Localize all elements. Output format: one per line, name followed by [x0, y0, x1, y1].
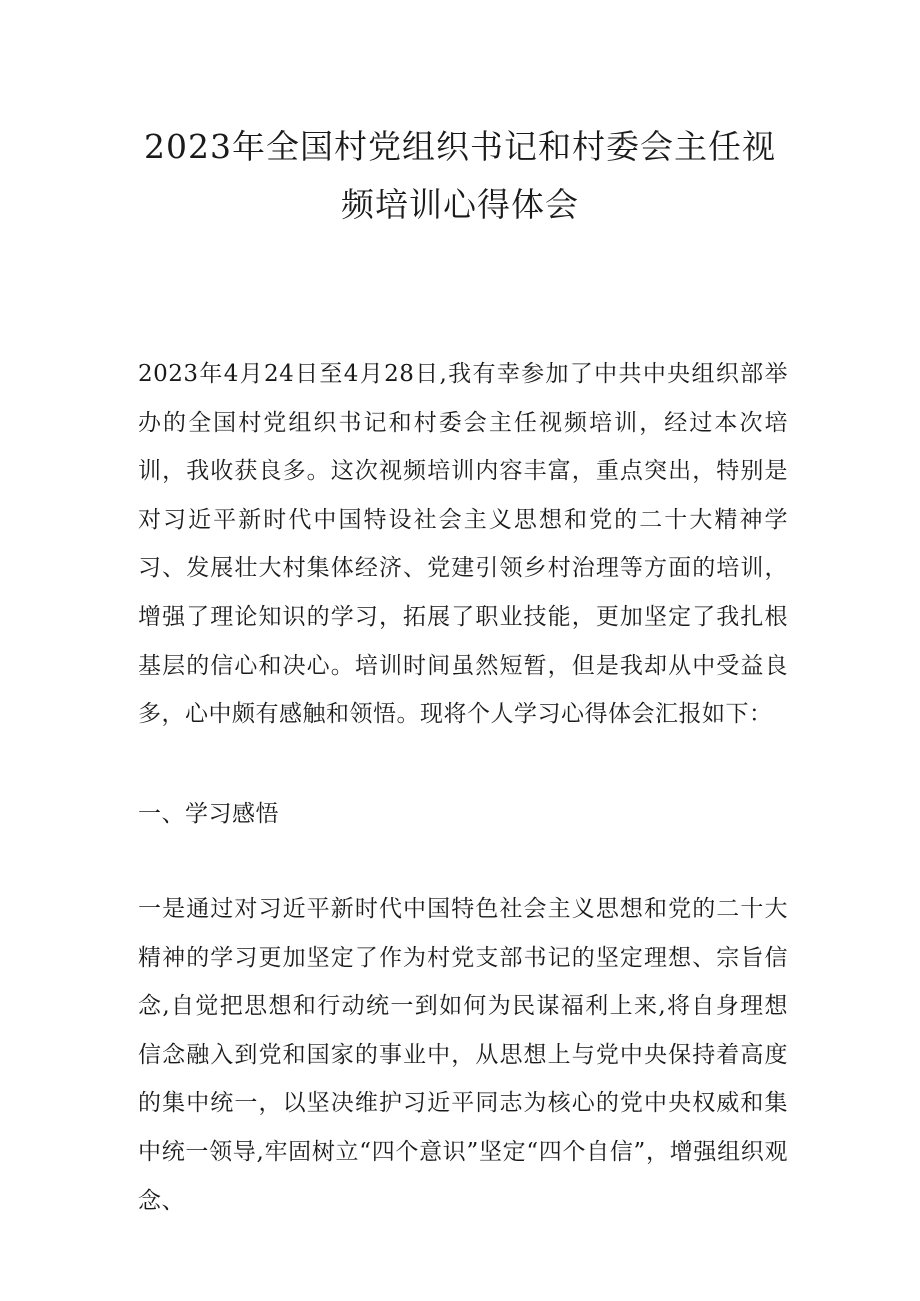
- title-line-2: 频培训心得体会: [341, 185, 579, 224]
- section-heading-1: 一、学习感悟: [138, 801, 279, 827]
- intro-paragraph: 2023年4月24日至4月28日,我有幸参加了中共中央组织部举办的全国村党组织书记和村委会主任视频培训，经过本次培训，我收获良多。这次视频培训内容丰富，重点突出，特别是对习近平新时代中国特设社会主义思想和党的二十大精神学习、发展壮大村集体经济、党建引领乡村治理等方面的培训，增强了理论知识的学习，拓展了职业技能，更加坚定了我扎根基层的信心和决心。培训时间虽然短暂，但是我却从中受益良多，心中颇有感触和领悟。现将个人学习心得体会汇报如下：: [138, 361, 788, 728]
- section1-paragraph-1: 一是通过对习近平新时代中国特色社会主义思想和党的二十大精神的学习更加坚定了作为村党支部书记的坚定理想、宗旨信念,自觉把思想和行动统一到如何为民谋福利上来,将自身理想信念融入到党和国家的事业中，从思想上与党中央保持着高度的集中统一，以坚决维护习近平同志为核心的党中央权威和集中统一领导,牢固树立“四个意识”坚定“四个自信”，增强组织观念、: [138, 896, 788, 1214]
- document-title: [110, 118, 810, 234]
- title-line-1: 2023年全国村党组织书记和村委会主任视: [144, 127, 776, 166]
